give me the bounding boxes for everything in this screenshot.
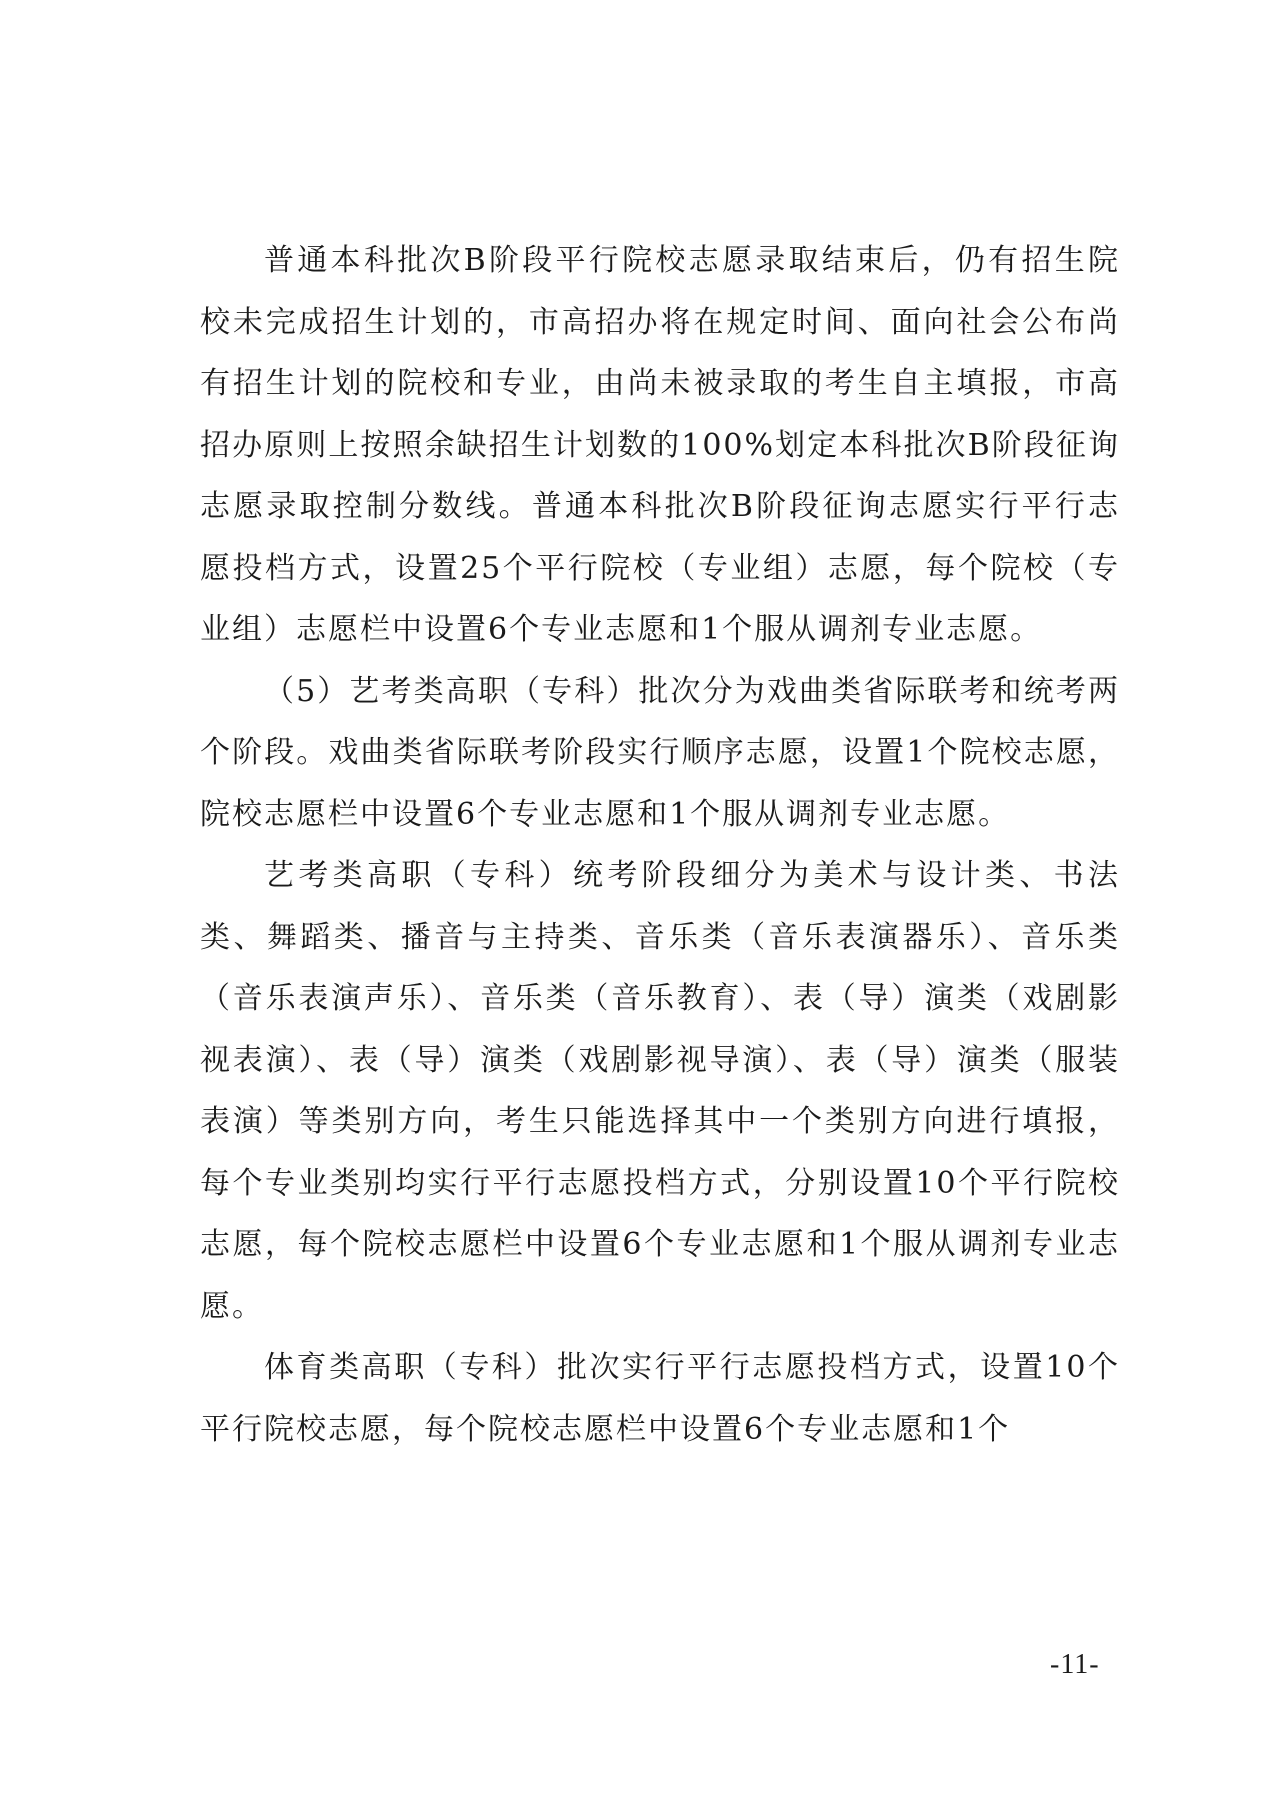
document-body [200, 230, 1120, 1460]
paragraph-bachelor-b-inquiry: 普通本科批次B阶段平行院校志愿录取结束后，仍有招生院校未完成招生计划的，市高招办将在规定时间、面向社会公布尚有招生计划的院校和专业，由尚未被录取的考生自主填报，市高招办原则上按照余缺招生计划数的100%划定本科批次B阶段征询志愿录取控制分数线。普通本科批次B阶段征询志愿实行平行志愿投档方式，设置25个平行院校（专业组）志愿，每个院校（专业组）志愿栏中设置6个专业志愿和1个服从调剂专业志愿。 [200, 243, 1120, 647]
paragraph-art-vocational-unified: 艺考类高职（专科）统考阶段细分为美术与设计类、书法类、舞蹈类、播音与主持类、音乐类（音乐表演器乐）、音乐类（音乐表演声乐）、音乐类（音乐教育）、表（导）演类（戏剧影视表演）、表（导）演类（戏剧影视导演）、表（导）演类（服装表演）等类别方向，考生只能选择其中一个类别方向进行填报，每个专业类别均实行平行志愿投档方式，分别设置10个平行院校志愿，每个院校志愿栏中设置6个专业志愿和1个服从调剂专业志愿。 [200, 858, 1120, 1324]
paragraph-sports-vocational: 体育类高职（专科）批次实行平行志愿投档方式，设置10个平行院校志愿，每个院校志愿栏中设置6个专业志愿和1个 [200, 1350, 1120, 1447]
paragraph-art-vocational-opera: （5）艺考类高职（专科）批次分为戏曲类省际联考和统考两个阶段。戏曲类省际联考阶段实行顺序志愿，设置1个院校志愿，院校志愿栏中设置6个专业志愿和1个服从调剂专业志愿。 [200, 673, 1120, 832]
page-number: -11- [1050, 1649, 1100, 1680]
